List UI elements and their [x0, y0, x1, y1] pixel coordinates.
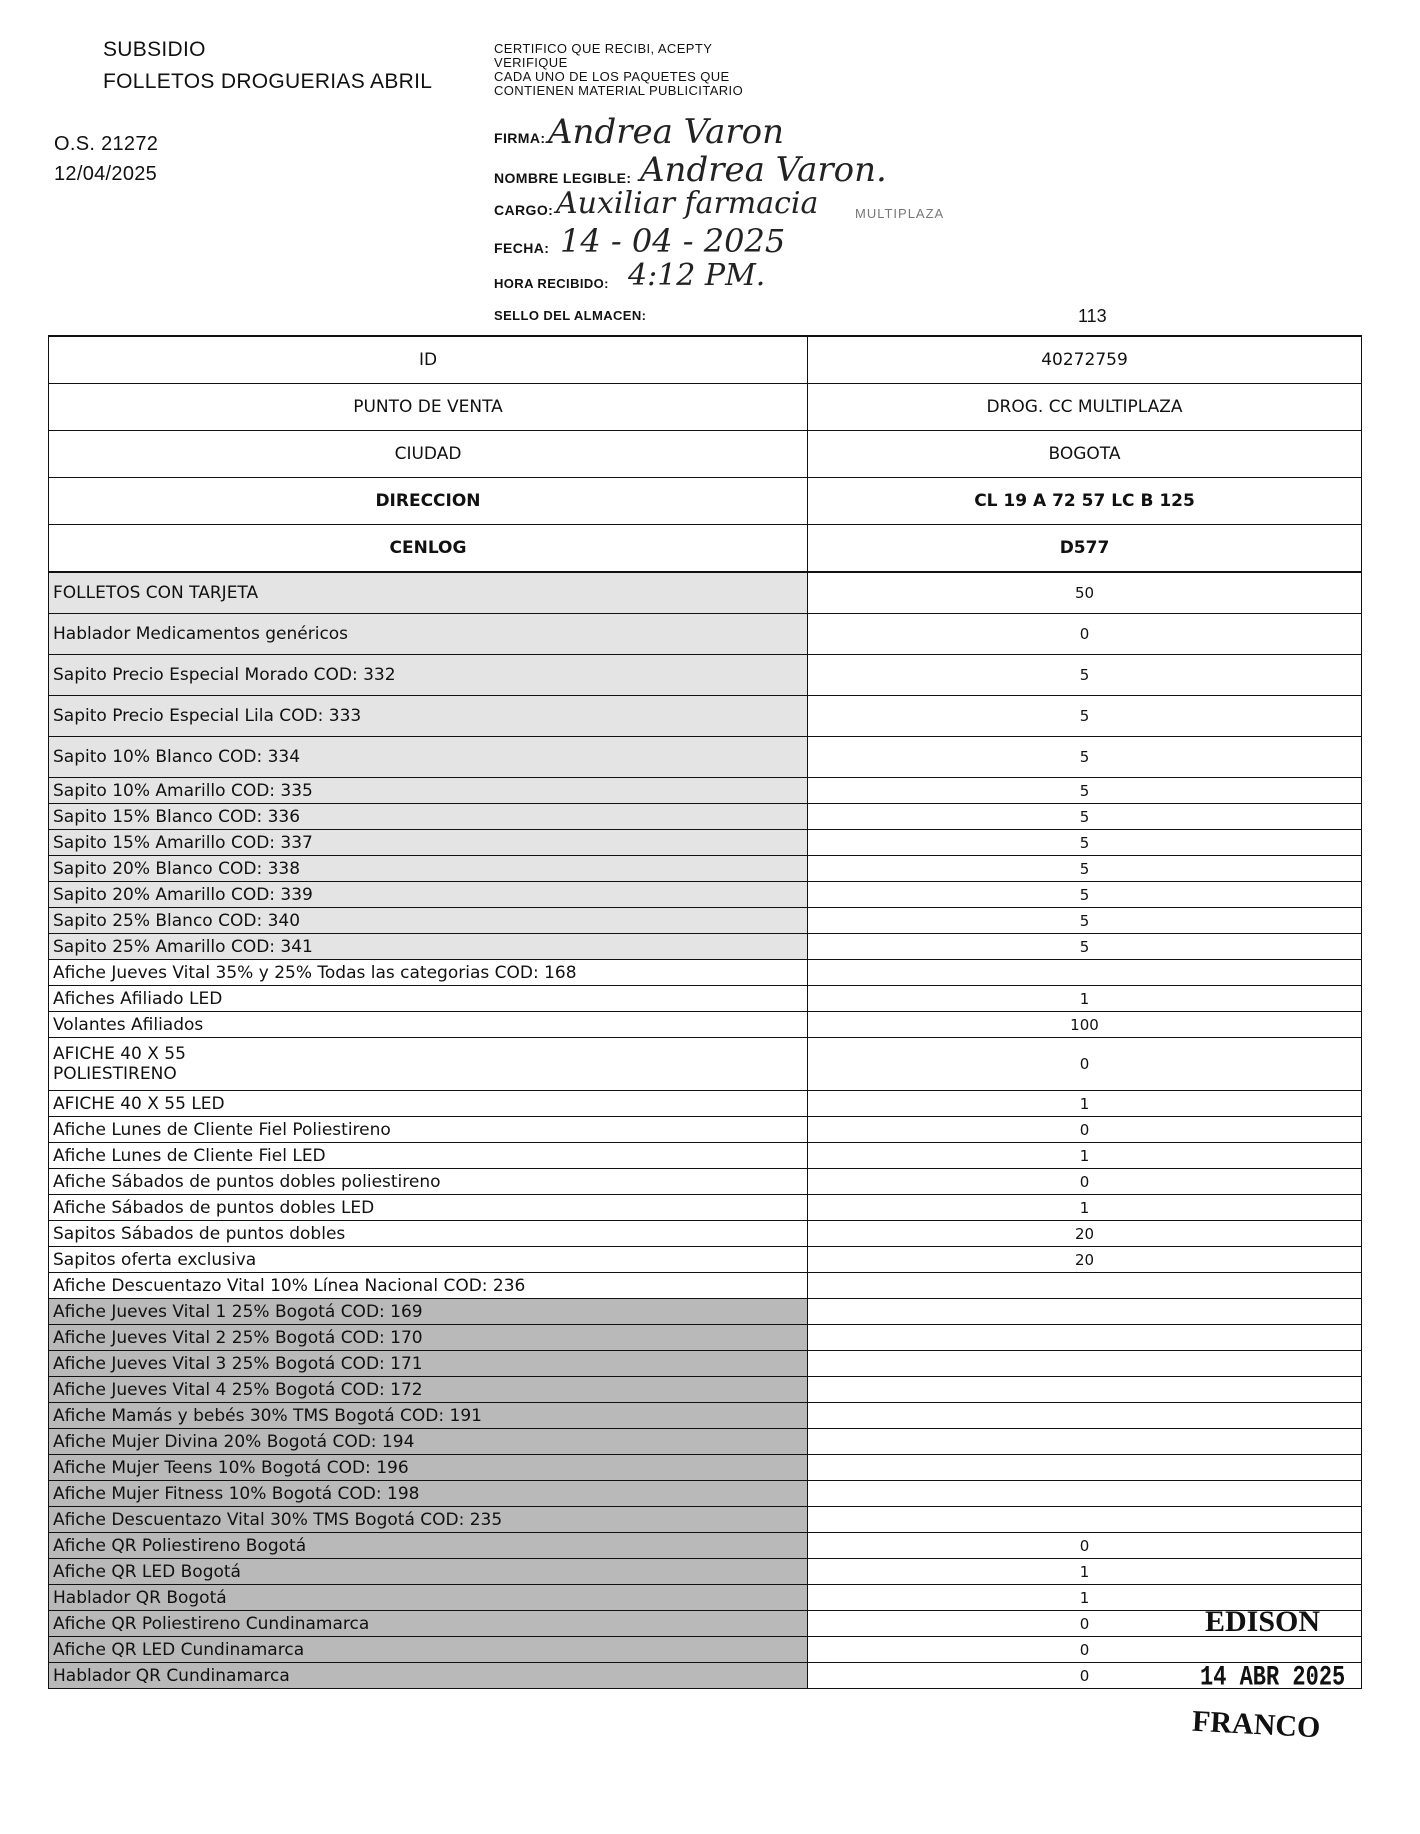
info-value: BOGOTA	[808, 431, 1362, 478]
item-row	[49, 1533, 1362, 1559]
item-label: Sapito 20% Amarillo COD: 339	[49, 882, 808, 908]
item-quantity	[808, 1377, 1362, 1403]
info-row-id	[49, 336, 1362, 384]
item-quantity: 5	[808, 856, 1362, 882]
item-quantity: 100	[808, 1012, 1362, 1038]
stamp-date: 14 ABR 2025	[1200, 1661, 1346, 1694]
item-label: Afiche Lunes de Cliente Fiel Poliestireno	[49, 1117, 808, 1143]
item-row	[49, 1351, 1362, 1377]
nombre-label: NOMBRE LEGIBLE:	[494, 170, 632, 186]
certificate-line: CERTIFICO QUE RECIBI, ACEPTY	[494, 41, 713, 56]
info-value: 40272759	[808, 336, 1362, 384]
item-quantity: 1	[808, 1143, 1362, 1169]
certificate-line: VERIFIQUE	[494, 55, 568, 70]
item-row	[49, 1038, 1362, 1091]
item-row	[49, 882, 1362, 908]
fecha-label: FECHA:	[494, 240, 550, 256]
item-quantity: 1	[808, 1559, 1362, 1585]
certificate-line: CADA UNO DE LOS PAQUETES QUE	[494, 69, 730, 84]
item-quantity	[808, 1325, 1362, 1351]
item-quantity: 0	[808, 1663, 1362, 1689]
item-quantity	[808, 1481, 1362, 1507]
info-value: CL 19 A 72 57 LC B 125	[808, 478, 1362, 525]
item-label: Sapito 10% Blanco COD: 334	[49, 737, 808, 778]
item-row	[49, 1481, 1362, 1507]
item-quantity: 5	[808, 696, 1362, 737]
item-label: Afiche Mamás y bebés 30% TMS Bogotá COD: 191	[49, 1403, 808, 1429]
item-row	[49, 804, 1362, 830]
info-row-ciudad	[49, 431, 1362, 478]
item-label: Sapito 10% Amarillo COD: 335	[49, 778, 808, 804]
item-row	[49, 1455, 1362, 1481]
item-quantity	[808, 1403, 1362, 1429]
item-quantity: 20	[808, 1247, 1362, 1273]
item-label: Sapito 20% Blanco COD: 338	[49, 856, 808, 882]
stamp-name-bottom: FRANCO	[1191, 1704, 1322, 1745]
order-date: 12/04/2025	[54, 163, 158, 185]
firma-label: FIRMA:	[494, 130, 546, 146]
header-subtitle: FOLLETOS DROGUERIAS ABRIL	[103, 70, 433, 93]
item-quantity: 5	[808, 804, 1362, 830]
item-row	[49, 614, 1362, 655]
item-row	[49, 830, 1362, 856]
cargo-stamp: MULTIPLAZA	[855, 206, 945, 221]
item-row	[49, 737, 1362, 778]
item-quantity: 5	[808, 655, 1362, 696]
info-label: CIUDAD	[49, 431, 808, 478]
item-row	[49, 1012, 1362, 1038]
item-label: AFICHE 40 X 55 POLIESTIRENO	[49, 1038, 808, 1091]
item-row	[49, 1429, 1362, 1455]
item-quantity	[808, 960, 1362, 986]
info-row-direccion	[49, 478, 1362, 525]
sello-label: SELLO DEL ALMACEN:	[494, 308, 647, 323]
info-label: ID	[49, 336, 808, 384]
item-label: Hablador Medicamentos genéricos	[49, 614, 808, 655]
certificate-text	[494, 42, 743, 98]
item-row	[49, 1143, 1362, 1169]
stamp-name-top: EDISON	[1205, 1605, 1321, 1638]
fecha-value: 14 - 04 - 2025	[560, 222, 786, 260]
item-row	[49, 1117, 1362, 1143]
item-quantity: 1	[808, 986, 1362, 1012]
item-quantity: 0	[808, 1169, 1362, 1195]
item-row	[49, 1637, 1362, 1663]
item-quantity: 0	[808, 1611, 1362, 1637]
item-quantity	[808, 1507, 1362, 1533]
item-label: Sapito Precio Especial Morado COD: 332	[49, 655, 808, 696]
item-label: Afiche Jueves Vital 35% y 25% Todas las categorias COD: 168	[49, 960, 808, 986]
item-row	[49, 908, 1362, 934]
item-quantity: 5	[808, 778, 1362, 804]
item-row	[49, 986, 1362, 1012]
item-quantity: 0	[808, 614, 1362, 655]
info-label: DIRECCION	[49, 478, 808, 525]
item-quantity: 1	[808, 1195, 1362, 1221]
item-row	[49, 696, 1362, 737]
item-label: Afiches Afiliado LED	[49, 986, 808, 1012]
item-label: Afiche Sábados de puntos dobles poliestireno	[49, 1169, 808, 1195]
item-quantity: 5	[808, 830, 1362, 856]
item-label: Sapitos oferta exclusiva	[49, 1247, 808, 1273]
item-quantity: 5	[808, 737, 1362, 778]
item-label: Hablador QR Cundinamarca	[49, 1663, 808, 1689]
item-row	[49, 655, 1362, 696]
item-label: Afiche QR Poliestireno Bogotá	[49, 1533, 808, 1559]
hora-label: HORA RECIBIDO:	[494, 276, 609, 291]
item-row	[49, 1299, 1362, 1325]
item-row	[49, 1325, 1362, 1351]
item-label: Afiche Descuentazo Vital 10% Línea Nacional COD: 236	[49, 1273, 808, 1299]
header-title: SUBSIDIO	[103, 38, 206, 61]
item-quantity	[808, 1299, 1362, 1325]
item-quantity: 5	[808, 934, 1362, 960]
item-label: Afiche QR Poliestireno Cundinamarca	[49, 1611, 808, 1637]
item-label: Sapito 15% Amarillo COD: 337	[49, 830, 808, 856]
item-label: Sapito 15% Blanco COD: 336	[49, 804, 808, 830]
nombre-value: Andrea Varon.	[640, 150, 887, 190]
item-quantity	[808, 1429, 1362, 1455]
item-label: AFICHE 40 X 55 LED	[49, 1091, 808, 1117]
cargo-label: CARGO:	[494, 202, 554, 218]
item-label: Afiche QR LED Bogotá	[49, 1559, 808, 1585]
info-label: CENLOG	[49, 525, 808, 573]
item-label: Afiche Sábados de puntos dobles LED	[49, 1195, 808, 1221]
item-row	[49, 960, 1362, 986]
item-quantity: 20	[808, 1221, 1362, 1247]
item-quantity: 5	[808, 908, 1362, 934]
item-quantity: 5	[808, 882, 1362, 908]
info-label: PUNTO DE VENTA	[49, 384, 808, 431]
item-row	[49, 1247, 1362, 1273]
item-row	[49, 1585, 1362, 1611]
item-row	[49, 856, 1362, 882]
item-quantity: 1	[808, 1091, 1362, 1117]
item-label: Afiche Descuentazo Vital 30% TMS Bogotá COD: 235	[49, 1507, 808, 1533]
item-label: Afiche Mujer Fitness 10% Bogotá COD: 198	[49, 1481, 808, 1507]
item-quantity	[808, 1351, 1362, 1377]
item-row	[49, 778, 1362, 804]
item-quantity: 50	[808, 572, 1362, 614]
item-quantity: 0	[808, 1038, 1362, 1091]
item-row	[49, 934, 1362, 960]
item-quantity: 0	[808, 1117, 1362, 1143]
item-label: Afiche QR LED Cundinamarca	[49, 1637, 808, 1663]
certificate-line: CONTIENEN MATERIAL PUBLICITARIO	[494, 83, 744, 98]
item-label: Afiche Jueves Vital 1 25% Bogotá COD: 169	[49, 1299, 808, 1325]
item-label: Sapito 25% Amarillo COD: 341	[49, 934, 808, 960]
store-number: 113	[1078, 306, 1107, 326]
item-label: Hablador QR Bogotá	[49, 1585, 808, 1611]
info-value: D577	[808, 525, 1362, 573]
item-label: Afiche Mujer Divina 20% Bogotá COD: 194	[49, 1429, 808, 1455]
materials-table	[48, 335, 1362, 1689]
item-row	[49, 1611, 1362, 1637]
item-label: Volantes Afiliados	[49, 1012, 808, 1038]
item-label: FOLLETOS CON TARJETA	[49, 572, 808, 614]
item-row	[49, 1195, 1362, 1221]
item-row	[49, 572, 1362, 614]
cargo-value: Auxiliar farmacia	[556, 186, 819, 221]
item-quantity: 0	[808, 1637, 1362, 1663]
item-label: Afiche Lunes de Cliente Fiel LED	[49, 1143, 808, 1169]
item-row	[49, 1221, 1362, 1247]
item-row	[49, 1663, 1362, 1689]
item-row	[49, 1091, 1362, 1117]
item-quantity	[808, 1455, 1362, 1481]
item-row	[49, 1403, 1362, 1429]
firma-signature: Andrea Varon	[548, 112, 784, 152]
order-number: O.S. 21272	[54, 133, 159, 155]
info-row-punto	[49, 384, 1362, 431]
item-label: Sapito 25% Blanco COD: 340	[49, 908, 808, 934]
item-quantity: 1	[808, 1585, 1362, 1611]
info-row-cenlog	[49, 525, 1362, 573]
item-row	[49, 1377, 1362, 1403]
hora-value: 4:12 PM.	[628, 258, 766, 293]
item-row	[49, 1507, 1362, 1533]
item-quantity	[808, 1273, 1362, 1299]
item-row	[49, 1169, 1362, 1195]
item-label: Afiche Mujer Teens 10% Bogotá COD: 196	[49, 1455, 808, 1481]
item-row	[49, 1559, 1362, 1585]
item-row	[49, 1273, 1362, 1299]
item-label: Afiche Jueves Vital 2 25% Bogotá COD: 170	[49, 1325, 808, 1351]
item-label: Sapito Precio Especial Lila COD: 333	[49, 696, 808, 737]
info-value: DROG. CC MULTIPLAZA	[808, 384, 1362, 431]
item-quantity: 0	[808, 1533, 1362, 1559]
item-label: Afiche Jueves Vital 3 25% Bogotá COD: 171	[49, 1351, 808, 1377]
item-label: Sapitos Sábados de puntos dobles	[49, 1221, 808, 1247]
item-label: Afiche Jueves Vital 4 25% Bogotá COD: 172	[49, 1377, 808, 1403]
